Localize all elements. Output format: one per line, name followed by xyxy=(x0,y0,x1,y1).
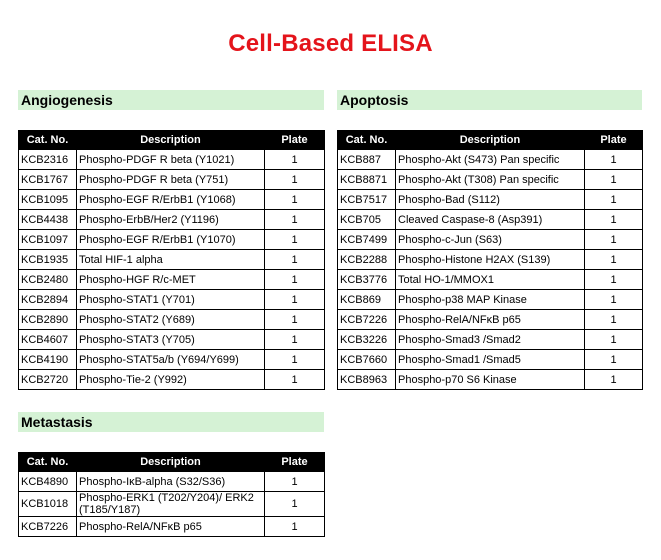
description-cell: Phospho-ErbB/Her2 (Y1196) xyxy=(77,210,265,230)
table-header-row xyxy=(338,131,643,150)
description-cell: Phospho-RelA/NFκB p65 xyxy=(396,310,585,330)
table-row xyxy=(19,150,325,170)
plate-cell: 1 xyxy=(265,190,325,210)
table-row xyxy=(19,472,325,492)
column-header-plate: Plate xyxy=(265,453,325,472)
table-row xyxy=(338,310,643,330)
column-header-cat-no: Cat. No. xyxy=(19,131,77,150)
cat-no-cell: KCB7226 xyxy=(19,517,77,537)
metastasis-table xyxy=(18,452,325,537)
plate-cell: 1 xyxy=(585,170,643,190)
cat-no-cell: KCB7226 xyxy=(338,310,396,330)
table-row xyxy=(19,310,325,330)
table-row xyxy=(19,330,325,350)
description-cell: Phospho-Tie-2 (Y992) xyxy=(77,370,265,390)
cat-no-cell: KCB4607 xyxy=(19,330,77,350)
description-cell: Phospho-EGF R/ErbB1 (Y1070) xyxy=(77,230,265,250)
table-row xyxy=(19,350,325,370)
plate-cell: 1 xyxy=(265,210,325,230)
column-header-plate: Plate xyxy=(265,131,325,150)
table-row xyxy=(19,190,325,210)
plate-cell: 1 xyxy=(265,370,325,390)
plate-cell: 1 xyxy=(265,472,325,492)
cat-no-cell: KCB1767 xyxy=(19,170,77,190)
section-header-angiogenesis: Angiogenesis xyxy=(18,90,324,110)
description-cell: Total HIF-1 alpha xyxy=(77,250,265,270)
apoptosis-rows xyxy=(338,150,643,390)
description-cell: Phospho-p38 MAP Kinase xyxy=(396,290,585,310)
table-row xyxy=(338,210,643,230)
table-header-row xyxy=(19,131,325,150)
table-row xyxy=(338,270,643,290)
cat-no-cell: KCB2890 xyxy=(19,310,77,330)
angiogenesis-table xyxy=(18,130,325,390)
description-cell: Phospho-Akt (S473) Pan specific xyxy=(396,150,585,170)
description-cell: Phospho-PDGF R beta (Y1021) xyxy=(77,150,265,170)
plate-cell: 1 xyxy=(265,310,325,330)
cat-no-cell: KCB4890 xyxy=(19,472,77,492)
cat-no-cell: KCB1095 xyxy=(19,190,77,210)
column-header-description: Description xyxy=(77,453,265,472)
angiogenesis-rows xyxy=(19,150,325,390)
plate-cell: 1 xyxy=(265,230,325,250)
plate-cell: 1 xyxy=(265,290,325,310)
column-header-plate: Plate xyxy=(585,131,643,150)
cat-no-cell: KCB705 xyxy=(338,210,396,230)
page-title: Cell-Based ELISA xyxy=(228,30,433,57)
section-header-apoptosis: Apoptosis xyxy=(337,90,642,110)
table-row xyxy=(19,492,325,517)
description-cell: Phospho-p70 S6 Kinase xyxy=(396,370,585,390)
table-row xyxy=(338,230,643,250)
description-cell: Phospho-STAT1 (Y701) xyxy=(77,290,265,310)
cat-no-cell: KCB1097 xyxy=(19,230,77,250)
description-cell: Phospho-ERK1 (T202/Y204)/ ERK2 (T185/Y187) xyxy=(77,492,265,517)
cat-no-cell: KCB2316 xyxy=(19,150,77,170)
description-cell: Phospho-EGF R/ErbB1 (Y1068) xyxy=(77,190,265,210)
column-header-description: Description xyxy=(77,131,265,150)
table-row xyxy=(338,350,643,370)
cat-no-cell: KCB887 xyxy=(338,150,396,170)
table-row xyxy=(338,150,643,170)
column-header-cat-no: Cat. No. xyxy=(19,453,77,472)
column-header-cat-no: Cat. No. xyxy=(338,131,396,150)
table-row xyxy=(338,330,643,350)
table-row xyxy=(338,290,643,310)
table-row xyxy=(19,210,325,230)
cat-no-cell: KCB7660 xyxy=(338,350,396,370)
cat-no-cell: KCB7517 xyxy=(338,190,396,210)
plate-cell: 1 xyxy=(585,150,643,170)
plate-cell: 1 xyxy=(585,210,643,230)
cat-no-cell: KCB8963 xyxy=(338,370,396,390)
description-cell: Phospho-Akt (T308) Pan specific xyxy=(396,170,585,190)
table-row xyxy=(19,230,325,250)
plate-cell: 1 xyxy=(265,150,325,170)
table-row xyxy=(338,370,643,390)
table-row xyxy=(338,190,643,210)
plate-cell: 1 xyxy=(265,330,325,350)
plate-cell: 1 xyxy=(585,270,643,290)
cat-no-cell: KCB1935 xyxy=(19,250,77,270)
cat-no-cell: KCB869 xyxy=(338,290,396,310)
table-row xyxy=(19,270,325,290)
plate-cell: 1 xyxy=(265,270,325,290)
cat-no-cell: KCB4438 xyxy=(19,210,77,230)
description-cell: Phospho-RelA/NFκB p65 xyxy=(77,517,265,537)
description-cell: Phospho-Bad (S112) xyxy=(396,190,585,210)
cat-no-cell: KCB8871 xyxy=(338,170,396,190)
cat-no-cell: KCB3226 xyxy=(338,330,396,350)
description-cell: Cleaved Caspase-8 (Asp391) xyxy=(396,210,585,230)
cat-no-cell: KCB4190 xyxy=(19,350,77,370)
metastasis-rows xyxy=(19,472,325,537)
cat-no-cell: KCB2480 xyxy=(19,270,77,290)
description-cell: Phospho-STAT5a/b (Y694/Y699) xyxy=(77,350,265,370)
plate-cell: 1 xyxy=(265,350,325,370)
description-cell: Phospho-STAT3 (Y705) xyxy=(77,330,265,350)
plate-cell: 1 xyxy=(585,310,643,330)
plate-cell: 1 xyxy=(585,350,643,370)
description-cell: Phospho-Smad1 /Smad5 xyxy=(396,350,585,370)
description-cell: Phospho-HGF R/c-MET xyxy=(77,270,265,290)
table-row xyxy=(19,290,325,310)
cat-no-cell: KCB2288 xyxy=(338,250,396,270)
description-cell: Phospho-IκB-alpha (S32/S36) xyxy=(77,472,265,492)
plate-cell: 1 xyxy=(265,517,325,537)
plate-cell: 1 xyxy=(265,170,325,190)
description-cell: Phospho-Histone H2AX (S139) xyxy=(396,250,585,270)
table-row xyxy=(19,517,325,537)
table-row xyxy=(19,250,325,270)
cat-no-cell: KCB7499 xyxy=(338,230,396,250)
plate-cell: 1 xyxy=(585,370,643,390)
column-header-description: Description xyxy=(396,131,585,150)
plate-cell: 1 xyxy=(585,230,643,250)
table-header-row xyxy=(19,453,325,472)
table-row xyxy=(19,170,325,190)
plate-cell: 1 xyxy=(265,492,325,517)
cat-no-cell: KCB1018 xyxy=(19,492,77,517)
description-cell: Total HO-1/MMOX1 xyxy=(396,270,585,290)
cat-no-cell: KCB3776 xyxy=(338,270,396,290)
description-cell: Phospho-PDGF R beta (Y751) xyxy=(77,170,265,190)
section-header-metastasis: Metastasis xyxy=(18,412,324,432)
plate-cell: 1 xyxy=(585,290,643,310)
cat-no-cell: KCB2894 xyxy=(19,290,77,310)
plate-cell: 1 xyxy=(585,330,643,350)
plate-cell: 1 xyxy=(265,250,325,270)
apoptosis-table xyxy=(337,130,643,390)
table-row xyxy=(338,170,643,190)
table-row xyxy=(19,370,325,390)
description-cell: Phospho-c-Jun (S63) xyxy=(396,230,585,250)
table-row xyxy=(338,250,643,270)
description-cell: Phospho-STAT2 (Y689) xyxy=(77,310,265,330)
description-cell: Phospho-Smad3 /Smad2 xyxy=(396,330,585,350)
plate-cell: 1 xyxy=(585,250,643,270)
plate-cell: 1 xyxy=(585,190,643,210)
cat-no-cell: KCB2720 xyxy=(19,370,77,390)
